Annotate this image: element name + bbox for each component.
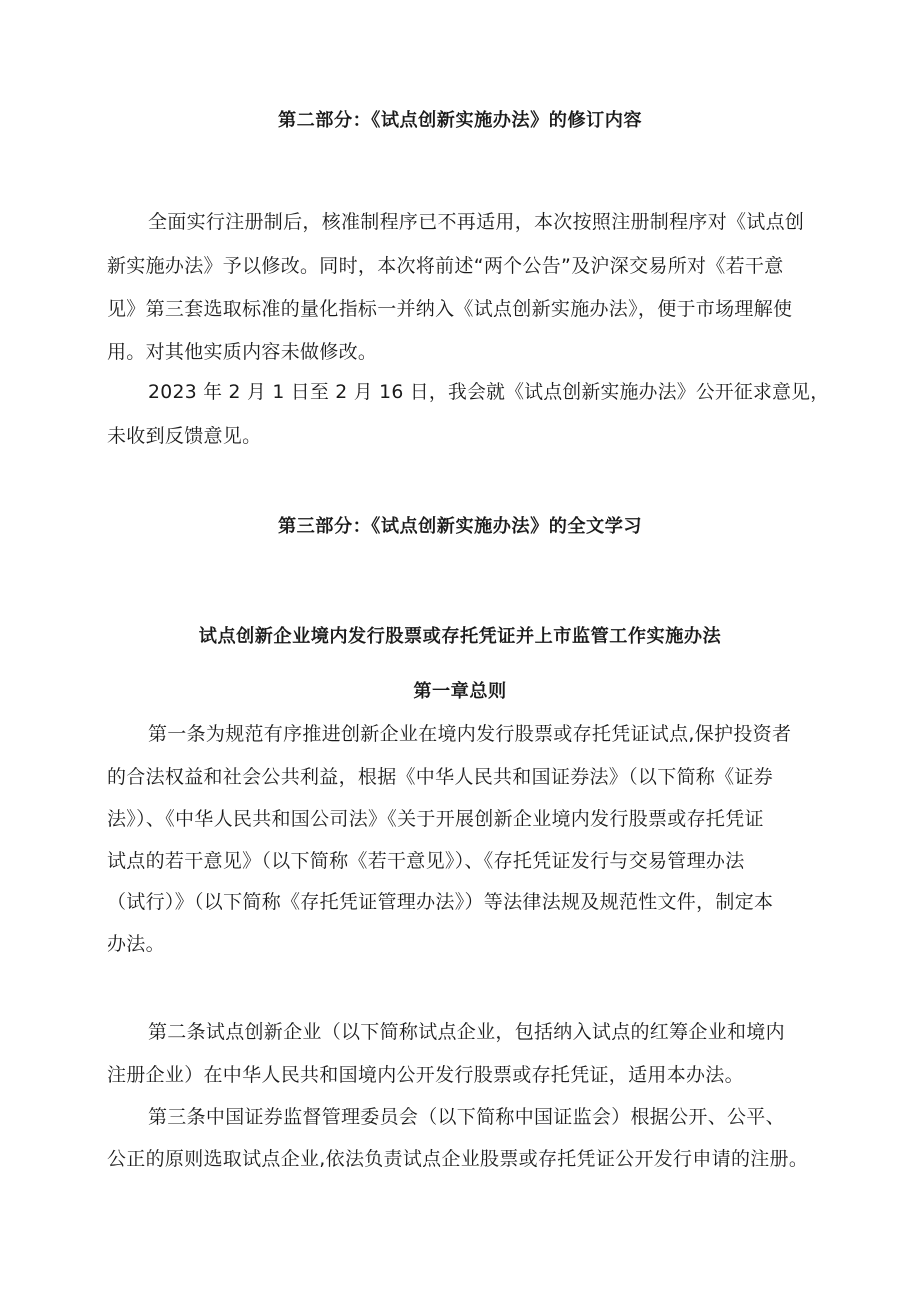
part2-heading: 第二部分：《试点创新实施办法》的修订内容 — [277, 110, 643, 131]
article1-line: 法》）、《中华人民共和国公司法》《关于开展创新企业境内发行股票或存托凭证 — [107, 808, 764, 830]
article3-line: 第三条中国证券监督管理委员会（以下简称中国证监会）根据公开、公平、 — [148, 1106, 785, 1128]
article2-line: 注册企业）在中华人民共和国境内公开发行股票或存托凭证，适用本办法。 — [107, 1064, 744, 1086]
part2-para2-line: 未收到反馈意见。 — [107, 425, 262, 447]
part2-para1-line: 用。对其他实质内容未做修改。 — [107, 341, 378, 363]
part2-para1-line: 新实施办法》予以修改。同时，本次将前述“两个公告”及沪深交易所对《若干意 — [107, 255, 784, 277]
article1-line: 试点的若干意见》（以下简称《若干意见》）、《存托凭证发行与交易管理办法 — [107, 850, 745, 872]
part2-para1-line: 全面实行注册制后，核准制程序已不再适用，本次按照注册制程序对《试点创 — [148, 211, 805, 233]
article3-line: 公正的原则选取试点企业,依法负责试点企业股票或存托凭证公开发行申请的注册。 — [107, 1148, 809, 1170]
part3-heading: 第三部分：《试点创新实施办法》的全文学习 — [277, 516, 643, 537]
chapter-title: 第一章总则 — [413, 681, 507, 702]
article1-line: （试行）》（以下简称《存托凭证管理办法》）等法律法规及规范性文件，制定本 — [107, 891, 774, 913]
article1-line: 第一条为规范有序推进创新企业在境内发行股票或存托凭证试点,保护投资者 — [148, 723, 792, 745]
part2-para1-line: 见》第三套选取标准的量化指标一并纳入《试点创新实施办法》，便于市场理解使 — [107, 298, 793, 320]
article2-line: 第二条试点创新企业（以下简称试点企业，包括纳入试点的红筹企业和境内 — [148, 1021, 785, 1043]
law-title: 试点创新企业境内发行股票或存托凭证并上市监管工作实施办法 — [198, 626, 722, 647]
article1-line: 办法。 — [107, 933, 165, 955]
part2-para2-line: 2023 年 2 月 1 日至 2 月 16 日，我会就《试点创新实施办法》公开征求意见， — [148, 382, 830, 403]
article1-line: 的合法权益和社会公共利益，根据《中华人民共和国证券法》（以下简称《证券 — [107, 766, 774, 788]
